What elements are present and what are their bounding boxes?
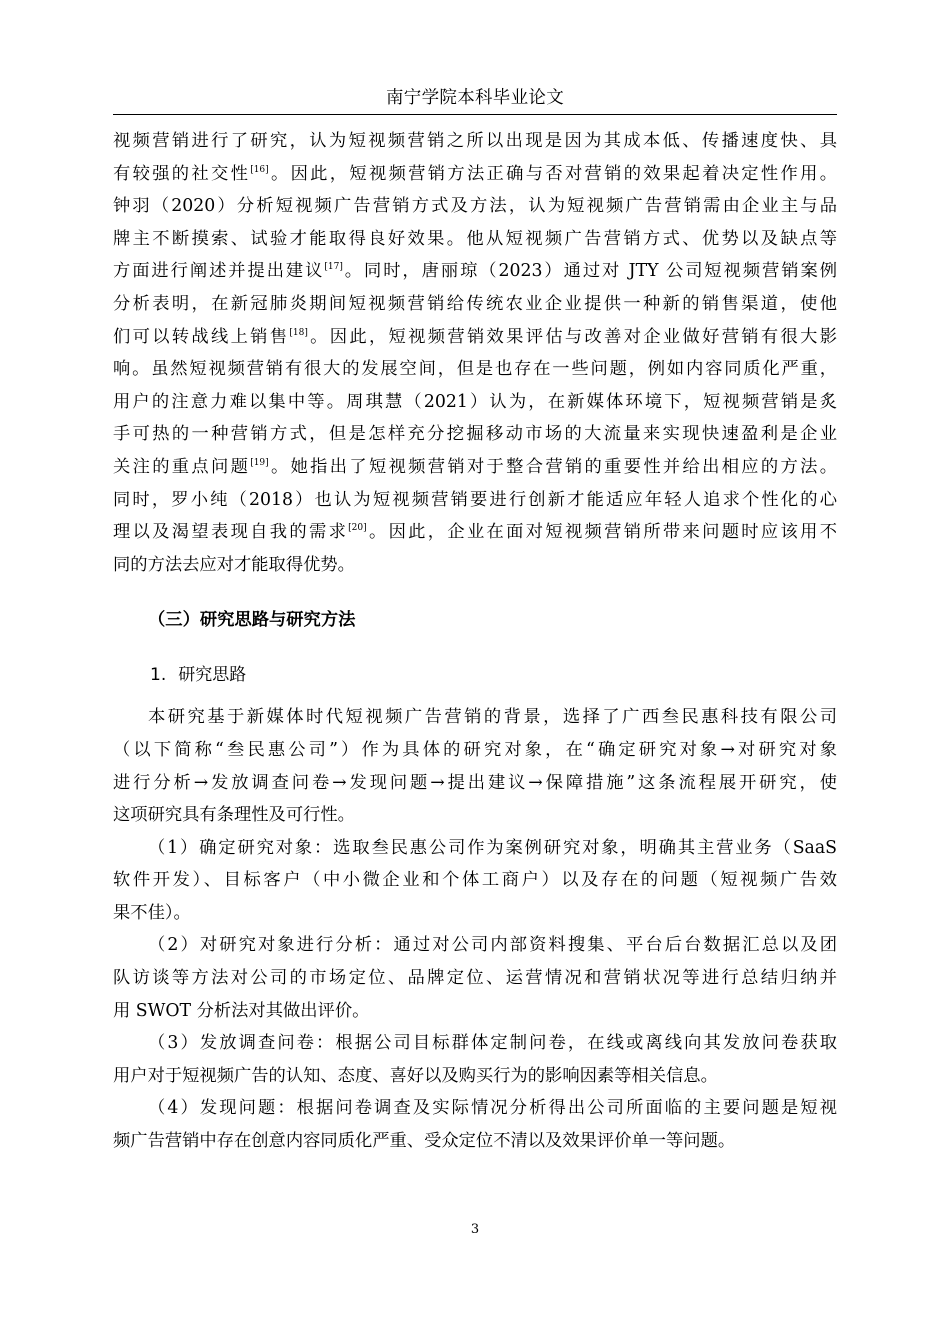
text-line: 们可以转战线上销售[18]。因此，短视频营销效果评估与改善对企业做好营销有很大影: [113, 326, 837, 347]
document-body: [113, 125, 837, 1158]
literature-review-paragraph: [113, 125, 837, 581]
text-line: 同时，罗小纯（2018）也认为短视频营销要进行创新才能适应年轻人追求个性化的心: [113, 489, 837, 510]
text-line: 进行分析→发放调查问卷→发现问题→提出建议→保障措施”这条流程展开研究，使: [113, 772, 837, 793]
section-heading: （三）研究思路与研究方法: [148, 610, 356, 631]
text-line: 果不佳）。: [113, 902, 191, 923]
step-2-paragraph: [113, 929, 837, 1027]
text-line: 牌主不断摸索、试验才能取得良好效果。他从短视频广告营销方式、优势以及缺点等: [113, 228, 837, 249]
citation-ref: [16]: [250, 164, 269, 175]
text-line: 队访谈等方法对公司的市场定位、品牌定位、运营情况和营销状况等进行总结归纳并: [113, 968, 837, 989]
citation-ref: [17]: [324, 262, 343, 273]
text-line: 用户对于短视频广告的认知、态度、喜好以及购买行为的影响因素等相关信息。: [113, 1065, 718, 1086]
citation-ref: [18]: [289, 327, 308, 338]
step-3-paragraph: [113, 1027, 837, 1092]
text-line: 手可热的一种营销方式，但是怎样充分挖掘移动市场的大流量来实现快速盈利是企业: [113, 424, 837, 445]
running-header: 南宁学院本科毕业论文: [386, 88, 564, 108]
text-line: 软件开发）、目标客户（中小微企业和个体工商户）以及存在的问题（短视频广告效: [113, 870, 837, 891]
subsection-number: 1.: [150, 665, 167, 686]
citation-ref: [19]: [250, 458, 269, 469]
page-number: 3: [470, 1222, 480, 1237]
text-line: 用 SWOT 分析法对其做出评价。: [113, 1000, 370, 1021]
text-line: 响。虽然短视频营销有很大的发展空间，但是也存在一些问题，例如内容同质化严重，: [113, 359, 837, 380]
citation-ref: [20]: [348, 523, 367, 534]
text-line: 本研究基于新媒体时代短视频广告营销的背景，选择了广西叁民惠科技有限公司: [148, 707, 837, 728]
text-line: （以下简称“叁民惠公司”）作为具体的研究对象，在“确定研究对象→对研究对象: [113, 739, 837, 760]
step-4-paragraph: [113, 1092, 837, 1157]
step-1-paragraph: [113, 832, 837, 930]
text-line: 视频营销进行了研究，认为短视频营销之所以出现是因为其成本低、传播速度快、具: [113, 131, 837, 151]
subsection-title: 研究思路: [178, 665, 247, 686]
text-line: 关注的重点问题[19]。她指出了短视频营销对于整合营销的重要性并给出相应的方法。: [113, 456, 837, 477]
subsection-heading: [113, 659, 837, 691]
text-line: 钟羽（2020）分析短视频广告营销方式及方法，认为短视频广告营销需由企业主与品: [113, 196, 837, 217]
text-line: 理以及渴望表现自我的需求[20]。因此，企业在面对短视频营销所带来问题时应该用不: [113, 522, 837, 543]
header-rule: [113, 114, 837, 115]
text-line: （2）对研究对象进行分析：通过对公司内部资料搜集、平台后台数据汇总以及团: [148, 935, 837, 956]
text-line: 方面进行阐述并提出建议[17]。同时，唐丽琼（2023）通过对 JTY 公司短视频营销案例: [113, 261, 837, 282]
text-line: 分析表明，在新冠肺炎期间短视频营销给传统农业企业提供一种新的销售渠道，使他: [113, 293, 837, 314]
text-line: 用户的注意力难以集中等。周琪慧（2021）认为，在新媒体环境下，短视频营销是炙: [113, 391, 837, 412]
research-approach-paragraph: [113, 701, 837, 831]
text-line: 有较强的社交性[16]。因此，短视频营销方法正确与否对营销的效果起着决定性作用。: [113, 163, 837, 184]
text-line: （4）发现问题：根据问卷调查及实际情况分析得出公司所面临的主要问题是短视: [148, 1098, 837, 1119]
text-line: （3）发放调查问卷：根据公司目标群体定制问卷，在线或离线向其发放问卷获取: [148, 1033, 837, 1054]
text-line: 这项研究具有条理性及可行性。: [113, 805, 355, 826]
text-line: 同的方法去应对才能取得优势。: [113, 554, 355, 575]
text-line: （1）确定研究对象：选取叁民惠公司作为案例研究对象，明确其主营业务（SaaS: [148, 837, 837, 858]
text-line: 频广告营销中存在创意内容同质化严重、受众定位不清以及效果评价单一等问题。: [113, 1131, 736, 1152]
